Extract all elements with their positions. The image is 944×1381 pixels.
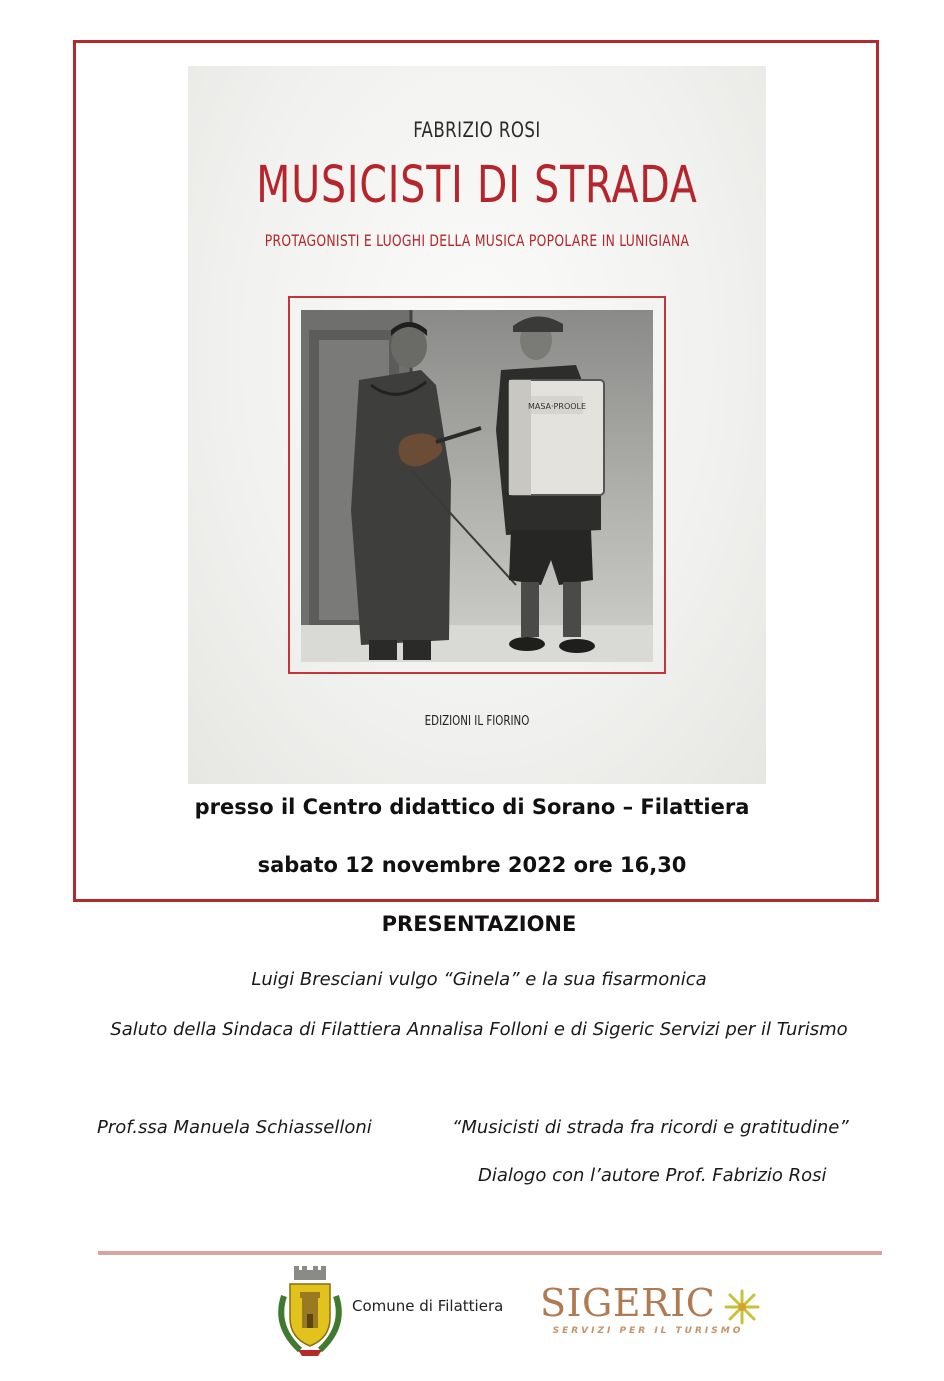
event-date: sabato 12 novembre 2022 ore 16,30 [257, 853, 687, 877]
program-dialog: Dialogo con l’autore Prof. Fabrizio Rosi [478, 1165, 827, 1186]
book-cover [188, 66, 766, 784]
program-speaker: Prof.ssa Manuela Schiasselloni [97, 1117, 372, 1138]
event-venue: presso il Centro didattico di Sorano – Filattiera [194, 795, 750, 819]
cover-title: MUSICISTI DI STRADA [256, 156, 698, 215]
comune-label: Comune di Filattiera [352, 1297, 504, 1315]
program-talk-title: “Musicisti di strada fra ricordi e gratitudine” [452, 1117, 849, 1138]
footer-divider [98, 1251, 882, 1255]
filattiera-crest-icon [270, 1266, 350, 1358]
cover-publisher: EDIZIONI IL FIORINO [424, 714, 530, 729]
sigeric-logo: SIGERIC [540, 1281, 716, 1325]
program-line-greeting: Saluto della Sindaca di Filattiera Annalisa Folloni e di Sigeric Servizi per il Turismo [110, 1019, 848, 1040]
cover-subtitle: PROTAGONISTI E LUOGHI DELLA MUSICA POPOLARE IN LUNIGIANA [264, 231, 690, 250]
program-heading: PRESENTAZIONE [381, 912, 577, 936]
program-line-ginela: Luigi Bresciani vulgo “Ginela” e la sua fisarmonica [251, 969, 707, 990]
accordion-lettering: MASA·PROOLE [527, 402, 587, 411]
cover-author: FABRIZIO ROSI [413, 118, 541, 142]
cover-photo [301, 310, 653, 662]
sigeric-star-icon [724, 1289, 760, 1325]
sigeric-tagline: SERVIZI PER IL TURISMO [552, 1326, 744, 1336]
